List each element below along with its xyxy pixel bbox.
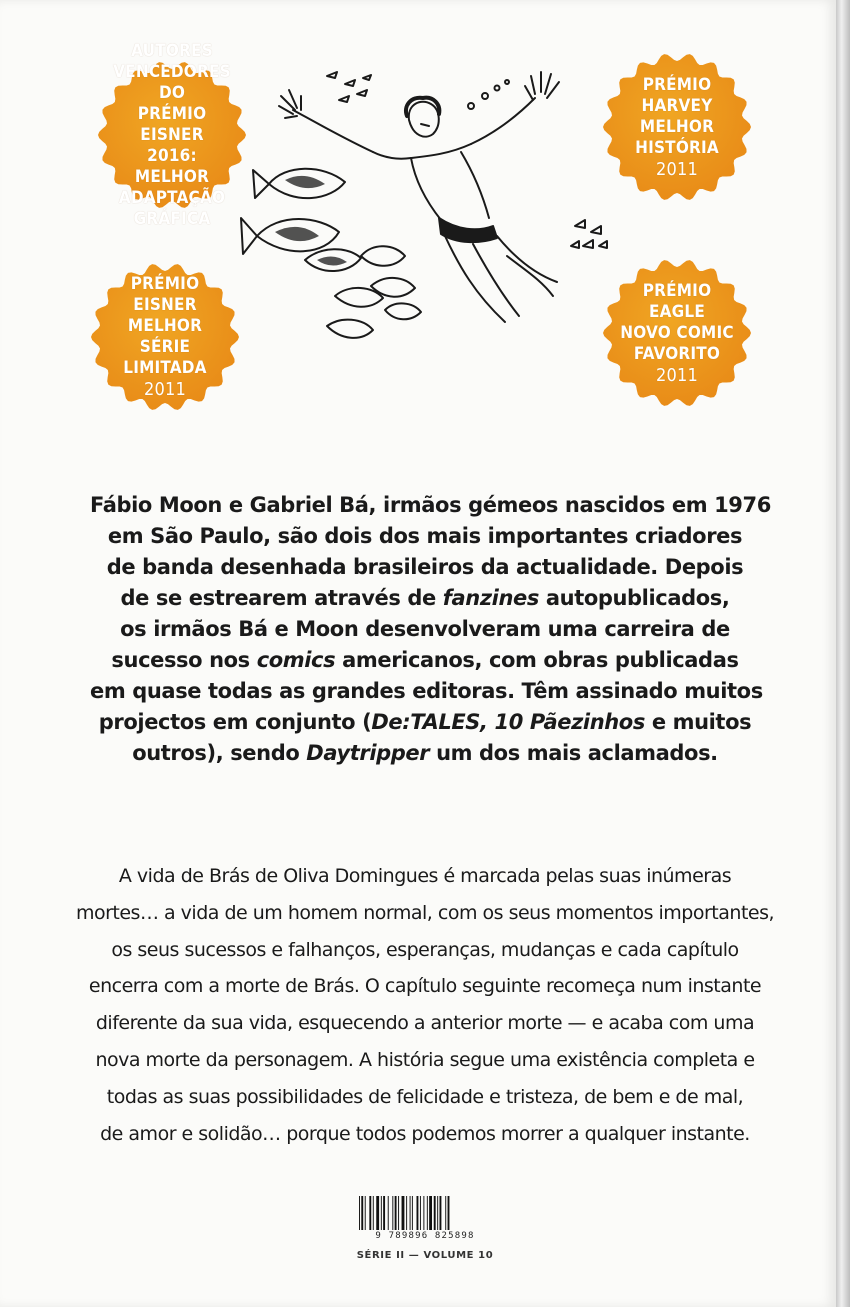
bio-italic: Daytripper — [306, 741, 430, 765]
bio-text: um dos mais aclamados. — [429, 741, 718, 765]
bio-text: autopublicados, — [538, 586, 730, 610]
badge-line: EAGLE — [648, 301, 706, 322]
badge-harvey-2011 — [602, 52, 752, 202]
synopsis — [70, 858, 780, 1152]
badge-eagle-2011 — [602, 258, 752, 408]
badge-line: GRÁFICA — [133, 208, 211, 229]
badge-text — [615, 281, 739, 386]
synopsis-line: A vida de Brás de Oliva Domingues é marcada pelas suas inúmeras — [118, 865, 732, 887]
bio-text: projectos em conjunto ( — [98, 710, 372, 734]
bio-text: outros), sendo — [132, 741, 307, 765]
badge-line: MELHOR — [639, 116, 715, 137]
synopsis-line: encerra com a morte de Brás. O capítulo seguinte recomeça num instante — [88, 975, 762, 998]
badge-line: 2016: MELHOR — [134, 145, 210, 187]
synopsis-line: de amor e solidão… porque todos podemos morrer a qualquer instante. — [100, 1122, 750, 1145]
synopsis-line: todas as suas possibilidades de felicidade e tristeza, de bem e de mal, — [106, 1085, 744, 1108]
badge-line: PRÉMIO — [642, 280, 712, 301]
badge-line: MELHOR SÉRIE — [127, 316, 203, 357]
bio-text: de se estrearem através de — [120, 586, 443, 610]
synopsis-line: mortes… a vida de um homem normal, com os seus momentos importantes, — [75, 901, 775, 924]
badge-line: NOVO COMIC — [620, 322, 734, 343]
badge-year: 2011 — [655, 158, 698, 180]
badge-line: FAVORITO — [633, 343, 721, 364]
badge-text — [110, 41, 234, 230]
authors-bio — [90, 490, 771, 769]
badge-line: EISNER — [133, 295, 197, 315]
bio-line — [90, 645, 760, 676]
bio-text: e muitos — [644, 710, 752, 734]
badge-line: PRÉMIO — [642, 74, 712, 95]
bio-line: de banda desenhada brasileiros da actualidade. Depois — [106, 555, 744, 579]
bio-line — [90, 707, 760, 738]
barcode-bars — [355, 1196, 495, 1230]
bio-line: os irmãos Bá e Moon desenvolveram uma carreira de — [120, 617, 730, 641]
bio-line — [90, 583, 760, 614]
bio-italic: fanzines — [442, 586, 539, 610]
badge-line: PRÉMIO — [130, 274, 200, 294]
badge-line: HISTÓRIA — [635, 137, 719, 158]
bio-line — [90, 738, 760, 769]
barcode-number: 9 789896 825898 — [375, 1231, 475, 1241]
bio-text: sucesso nos — [111, 648, 257, 672]
synopsis-line: nova morte da personagem. A história segue uma existência completa e — [95, 1048, 755, 1071]
badge-line: LIMITADA — [123, 358, 207, 378]
cover-edge — [836, 0, 850, 1307]
badge-line: AUTORES — [131, 40, 213, 61]
synopsis-line: diferente da sua vida, esquecendo a anterior morte — e acaba com uma — [95, 1012, 755, 1035]
bio-line: em São Paulo, são dois dos mais importantes criadores — [107, 524, 743, 548]
badge-line: ADAPTAÇÃO — [118, 187, 226, 208]
badge-text — [103, 274, 227, 400]
barcode — [355, 1196, 495, 1242]
bio-text: americanos, com obras publicadas — [335, 648, 739, 672]
badge-line: HARVEY — [641, 95, 713, 116]
badge-line: VENCEDORES DO — [113, 61, 231, 103]
badge-text — [615, 75, 739, 180]
series-volume-label: SÉRIE II — VOLUME 10 — [356, 1250, 494, 1261]
bio-italic: De:TALES, 10 Pãezinhos — [371, 710, 645, 734]
bio-italic: comics — [256, 648, 336, 672]
badge-eisner-2011 — [90, 262, 240, 412]
bio-line: Fábio Moon e Gabriel Bá, irmãos gémeos nascidos em 1976 — [90, 493, 771, 517]
badge-year: 2011 — [655, 364, 698, 386]
badge-line: PRÉMIO EISNER — [137, 103, 207, 145]
badge-year: 2011 — [143, 379, 186, 400]
badge-eisner-2016 — [97, 40, 247, 229]
swimmer-with-fish-drawing — [235, 60, 615, 360]
bio-line: em quase todas as grandes editoras. Têm assinado muitos — [90, 679, 763, 703]
synopsis-line: os seus sucessos e falhanços, esperanças, mudanças e cada capítulo — [111, 938, 739, 961]
